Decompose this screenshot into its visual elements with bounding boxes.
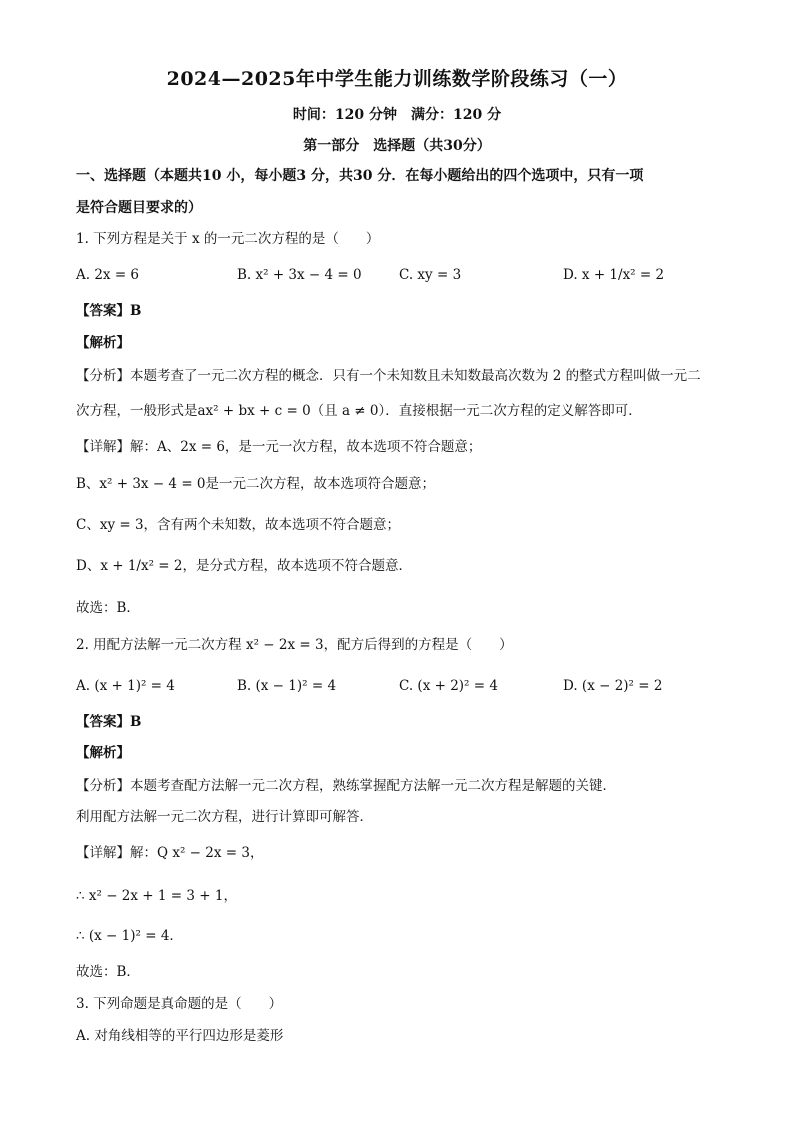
q1-option-b: B. x² + 3x − 4 = 0 xyxy=(237,267,362,283)
q1-analysis-line1: 【分析】本题考查了一元二次方程的概念．只有一个未知数且未知数最高次数为 2 的整式方程叫做一元二 xyxy=(76,368,701,384)
q2-option-a: A. (x + 1)² = 4 xyxy=(76,678,175,694)
q3-option-a: A. 对角线相等的平行四边形是菱形 xyxy=(76,1028,284,1044)
q1-option-d: D. x + 1/x² = 2 xyxy=(563,267,665,283)
q1-conclusion: 故选：B． xyxy=(76,600,140,616)
q1-stem: 1. 下列方程是关于 x 的一元二次方程的是（ ） xyxy=(76,231,380,247)
q1-analysis-line2: 次方程，一般形式是ax² + bx + c = 0（且 a ≠ 0）．直接根据一元二次方程的定义解答即可． xyxy=(76,403,642,419)
q3-stem: 3. 下列命题是真命题的是（ ） xyxy=(76,996,283,1012)
q1-option-c: C. xy = 3 xyxy=(399,267,462,283)
q2-analysis-line1: 【分析】本题考查配方法解一元二次方程，熟练掌握配方法解一元二次方程是解题的关键． xyxy=(76,778,616,794)
q2-analysis-tag: 【解析】 xyxy=(76,745,130,761)
exam-info: 时间：120 分钟 满分：120 分 xyxy=(292,107,502,123)
q2-detail-2: ∴ x² − 2x + 1 = 3 + 1， xyxy=(76,888,237,904)
q2-option-d: D. (x − 2)² = 2 xyxy=(563,678,663,694)
section-heading-line2: 是符合题目要求的） xyxy=(76,200,202,216)
q1-analysis-tag: 【解析】 xyxy=(76,335,130,351)
q2-detail-1: 【详解】解：Q x² − 2x = 3， xyxy=(76,845,264,861)
q1-detail-d: D、x + 1/x² = 2，是分式方程，故本选项不符合题意． xyxy=(76,558,412,574)
q1-answer: 【答案】B xyxy=(76,303,142,319)
q2-stem: 2. 用配方法解一元二次方程 x² − 2x = 3，配方后得到的方程是（ ） xyxy=(76,637,513,653)
page-title: 2024—2025年中学生能力训练数学阶段练习（一） xyxy=(166,68,628,90)
section-heading-line1: 一、选择题（本题共10 小，每小题3 分，共30 分．在每小题给出的四个选项中，只有一项 xyxy=(76,168,644,184)
q1-option-a: A. 2x = 6 xyxy=(76,267,140,283)
q2-option-c: C. (x + 2)² = 4 xyxy=(399,678,498,694)
part-heading: 第一部分 选择题（共30分） xyxy=(303,138,491,154)
q2-detail-3: ∴ (x − 1)² = 4． xyxy=(76,928,183,944)
q2-conclusion: 故选：B． xyxy=(76,964,140,980)
q2-analysis-line2: 利用配方法解一元二次方程，进行计算即可解答． xyxy=(76,809,373,825)
q2-option-b: B. (x − 1)² = 4 xyxy=(237,678,337,694)
q1-detail-c: C、xy = 3，含有两个未知数，故本选项不符合题意； xyxy=(76,517,401,533)
q1-detail-a: 【详解】解：A、2x = 6，是一元一次方程，故本选项不符合题意； xyxy=(76,439,482,455)
q1-detail-b: B、x² + 3x − 4 = 0是一元二次方程，故本选项符合题意； xyxy=(76,476,436,492)
q2-answer: 【答案】B xyxy=(76,714,142,730)
